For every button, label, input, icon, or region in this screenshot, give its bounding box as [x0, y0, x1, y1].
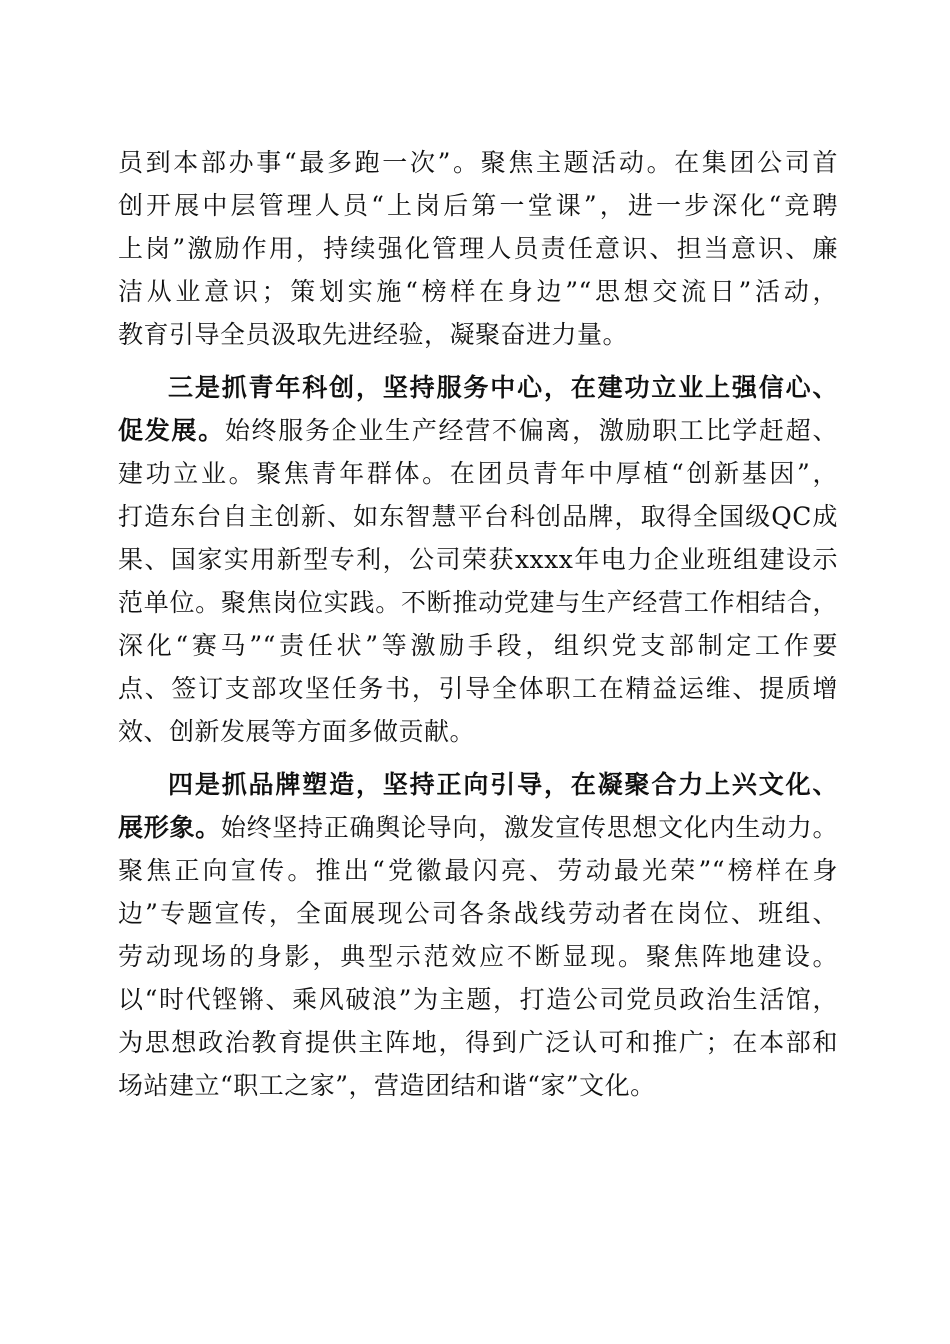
paragraph-3-heading: 四是抓品牌塑造，坚持正向引导，在凝聚合力上兴文化、 — [168, 770, 838, 799]
paragraph-3-heading-end: 展形象。 — [118, 813, 221, 842]
paragraph-1-line-5: 教育引导全员汲取先进经验，凝聚奋进力量。 — [118, 320, 629, 349]
paragraph-2-line-8: 点、签订支部攻坚任务书，引导全体职工在精益运维、提质增 — [118, 674, 838, 703]
paragraph-3-line-1 — [168, 767, 838, 803]
paragraph-3-line-3: 聚焦正向宣传。推出“党徽最闪亮、劳动最光荣”“榜样在身 — [118, 856, 838, 885]
paragraph-2-line-9: 效、创新发展等方面多做贡献。 — [118, 717, 476, 746]
paragraph-2-line-3: 建功立业。聚焦青年群体。在团员青年中厚植“创新基因”， — [118, 459, 838, 488]
paragraph-2-line-2-text: 始终服务企业生产经营不偏离，激励职工比学赶超、 — [224, 416, 838, 445]
paragraph-2-line-5: 果、国家实用新型专利，公司荣获xxxx年电力企业班组建设示 — [118, 545, 838, 574]
paragraph-3-line-4: 边”专题宣传，全面展现公司各条战线劳动者在岗位、班组、 — [118, 899, 838, 928]
paragraph-2-heading: 三是抓青年科创，坚持服务中心，在建功立业上强信心、 — [168, 373, 838, 402]
paragraph-3-line-5: 劳动现场的身影，典型示范效应不断显现。聚焦阵地建设。 — [118, 942, 838, 971]
paragraph-3-line-7: 为思想政治教育提供主阵地，得到广泛认可和推广；在本部和 — [118, 1028, 838, 1057]
paragraph-3-line-2-text: 始终坚持正确舆论导向，激发宣传思想文化内生动力。 — [220, 813, 838, 842]
paragraph-2-heading-end: 促发展。 — [118, 416, 225, 445]
paragraph-1-line-2: 创开展中层管理人员“上岗后第一堂课”，进一步深化“竞聘 — [118, 191, 838, 220]
paragraph-3-line-8: 场站建立“职工之家”，营造团结和谐“家”文化。 — [118, 1071, 656, 1100]
paragraph-2-line-7: 深化“赛马”“责任状”等激励手段，组织党支部制定工作要 — [118, 631, 838, 660]
paragraph-2-line-4: 打造东台自主创新、如东智慧平台科创品牌，取得全国级QC成 — [118, 502, 838, 531]
paragraph-3-line-2 — [118, 810, 838, 846]
paragraph-1-line-4: 洁从业意识；策划实施“榜样在身边”“思想交流日”活动， — [118, 277, 838, 306]
paragraph-2-line-6: 范单位。聚焦岗位实践。不断推动党建与生产经营工作相结合， — [118, 588, 838, 617]
paragraph-3-line-6: 以“时代铿锵、乘风破浪”为主题，打造公司党员政治生活馆， — [118, 985, 838, 1014]
paragraph-1-line-1: 员到本部办事“最多跑一次”。聚焦主题活动。在集团公司首 — [118, 148, 838, 177]
paragraph-1-line-3: 上岗”激励作用，持续强化管理人员责任意识、担当意识、廉 — [118, 234, 838, 263]
paragraph-2-line-1 — [168, 370, 838, 406]
paragraph-2-line-2 — [118, 413, 838, 449]
